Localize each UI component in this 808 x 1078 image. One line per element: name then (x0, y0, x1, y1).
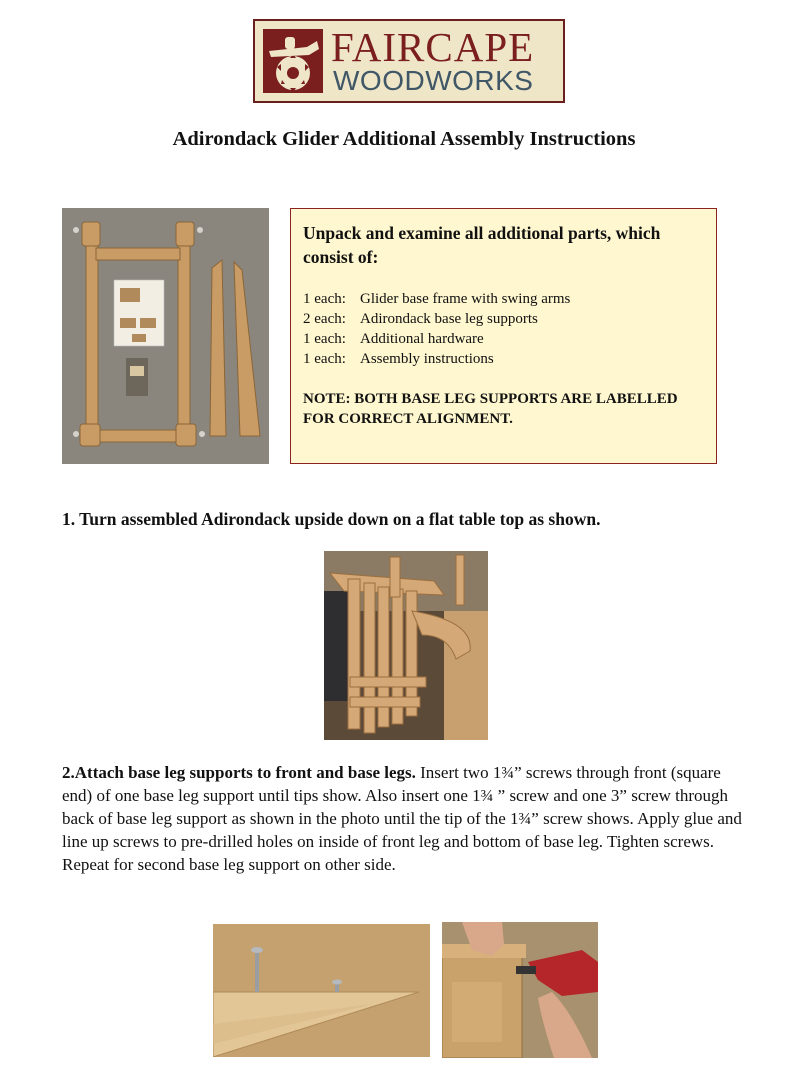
parts-list (303, 289, 570, 369)
photo-drilling-screw (442, 922, 598, 1058)
list-item (303, 309, 570, 329)
item-quantity: 2 each: (303, 311, 346, 327)
list-item (303, 289, 570, 309)
photo-chair-upside-down (324, 551, 488, 740)
photo-glider-parts (62, 208, 269, 464)
item-quantity: 1 each: (303, 351, 346, 367)
item-description: Assembly instructions (360, 351, 494, 367)
item-quantity: 1 each: (303, 291, 346, 307)
parts-list-box (290, 208, 717, 464)
item-description: Adirondack base leg supports (360, 311, 538, 327)
step2-body: Insert two 1¾” screws through front (square end) of one base leg support until tips show. Also insert one 1¾ ” screw and one 3” screw through back of base leg support as shown in the photo until the tip of the 1¾” screw shows. Apply glue and line up screws to pre-drilled holes on inside of front leg and bottom of base leg. Tighten screws. Repeat for second base leg support on other side. (62, 763, 742, 874)
page-title: Adirondack Glider Additional Assembly Instructions (172, 128, 636, 150)
faircape-logo (253, 19, 565, 103)
step2-paragraph (62, 761, 752, 876)
item-quantity: 1 each: (303, 331, 346, 347)
step2-heading: 2.Attach base leg supports to front and base legs. (62, 763, 416, 782)
logo-wordmark-bottom: WOODWORKS (333, 65, 534, 96)
logo-wordmark-top: FAIRCAPE (331, 24, 535, 70)
step1-heading: 1. Turn assembled Adirondack upside down on a flat table top as shown. (62, 509, 601, 529)
list-item (303, 329, 570, 349)
hand-plane-and-saw-blade-icon (263, 29, 323, 93)
alignment-note: NOTE: BOTH BASE LEG SUPPORTS ARE LABELLED FOR CORRECT ALIGNMENT. (303, 391, 678, 427)
item-description: Glider base frame with swing arms (360, 291, 571, 307)
photo-leg-support-screws (213, 924, 430, 1057)
parts-box-heading: Unpack and examine all additional parts, which consist of: (303, 223, 661, 267)
list-item (303, 349, 570, 369)
item-description: Additional hardware (360, 331, 484, 347)
